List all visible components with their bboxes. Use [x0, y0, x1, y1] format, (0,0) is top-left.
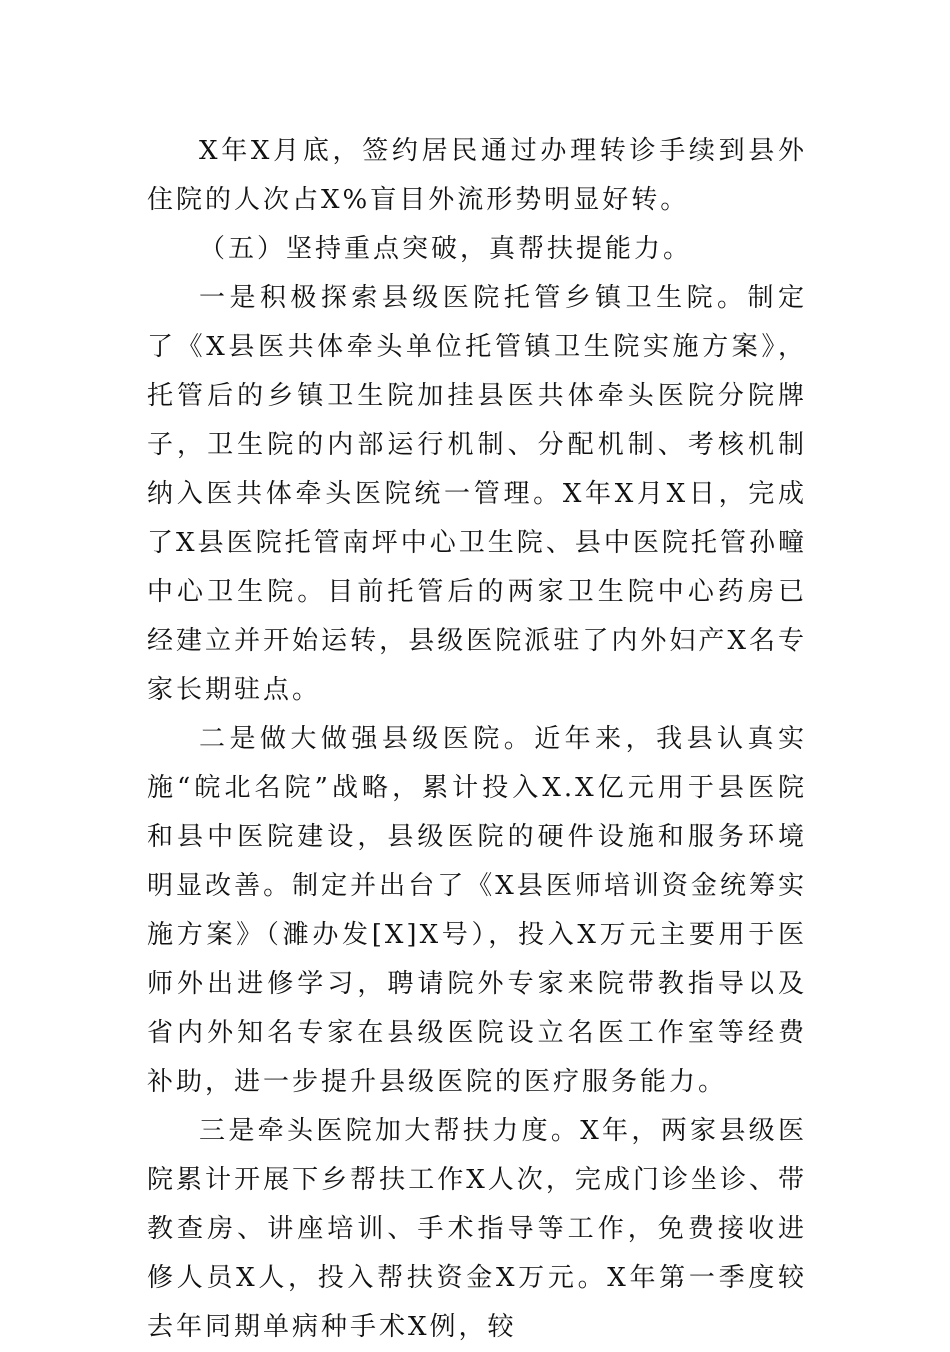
paragraph-assistance: 三是牵头医院加大帮扶力度。X年，两家县级医院累计开展下乡帮扶工作X人次，完成门诊坐诊、带教查房、讲座培训、手术指导等工作，免费接收进修人员X人，投入帮扶资金X万元。X年第一季度较去年同期单病种手术X例，较 — [147, 1116, 807, 1342]
paragraph-county-hospitals: 二是做大做强县级医院。近年来，我县认真实施“皖北名院”战略，累计投入X.X亿元用于县医院和县中医院建设，县级医院的硬件设施和服务环境明显改善。制定并出台了《X县医师培训资金统筹实施方案》（濉办发[X]X号），投入X万元主要用于医师外出进修学习，聘请院外专家来院带教指导以及省内外知名专家在县级医院设立名医工作室等经费补助，进一步提升县级医院的医疗服务能力。 — [147, 724, 807, 1097]
paragraph-outflow: X年X月底，签约居民通过办理转诊手续到县外住院的人次占X%盲目外流形势明显好转。 — [147, 136, 807, 215]
section-heading-five: （五）坚持重点突破，真帮扶提能力。 — [199, 234, 693, 264]
document-body — [147, 127, 807, 1352]
paragraph-hospital-trusteeship: 一是积极探索县级医院托管乡镇卫生院。制定了《X县医共体牵头单位托管镇卫生院实施方案》，托管后的乡镇卫生院加挂县医共体牵头医院分院牌子，卫生院的内部运行机制、分配机制、考核机制纳入医共体牵头医院统一管理。X年X月X日，完成了X县医院托管南坪中心卫生院、县中医院托管孙疃中心卫生院。目前托管后的两家卫生院中心药房已经建立并开始运转，县级医院派驻了内外妇产X名专家长期驻点。 — [147, 283, 807, 705]
